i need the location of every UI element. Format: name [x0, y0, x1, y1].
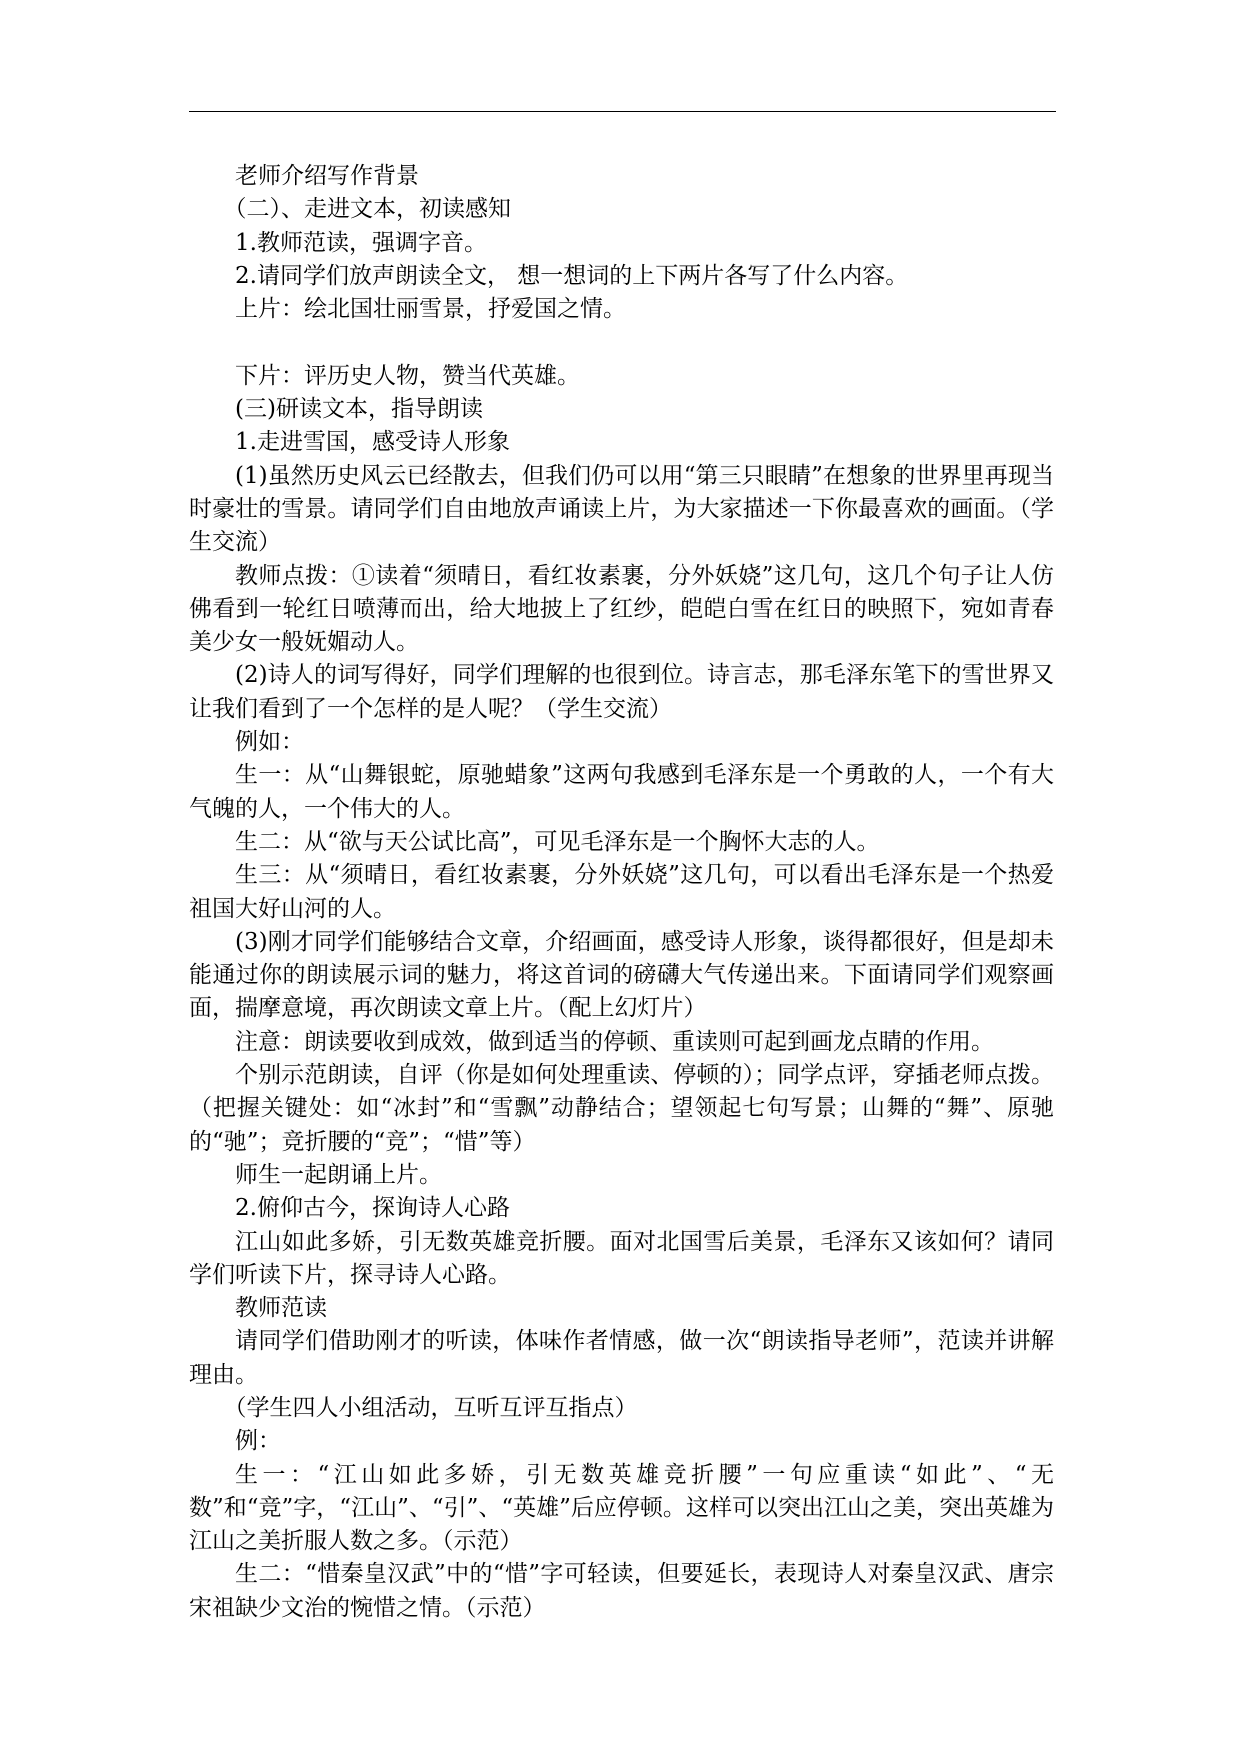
paragraph: 上片：绘北国壮丽雪景，抒爱国之情。	[235, 296, 626, 323]
paragraph: 请同学们借助刚才的听读，体味作者情感，做一次“朗读指导老师”，范读并讲解理由。	[189, 1328, 1054, 1388]
paragraph: 生一：从“山舞银蛇，原驰蜡象”这两句我感到毛泽东是一个勇敢的人，一个有大气魄的人，一个伟大的人。	[189, 762, 1054, 822]
paragraph: 生二：“惜秦皇汉武”中的“惜”字可轻读，但要延长，表现诗人对秦皇汉武、唐宗宋祖缺少文治的惋惜之情。（示范）	[189, 1561, 1054, 1621]
paragraph: 生三：从“须晴日，看红妆素裹，分外妖娆”这几句，可以看出毛泽东是一个热爱祖国大好山河的人。	[189, 862, 1054, 922]
paragraph: 师生一起朗诵上片。	[235, 1161, 442, 1188]
paragraph: 例如：	[235, 729, 304, 756]
paragraph: 生二：从“欲与天公试比高”，可见毛泽东是一个胸怀大志的人。	[235, 828, 880, 855]
paragraph: (2)诗人的词写得好，同学们理解的也很到位。诗言志，那毛泽东笔下的雪世界又让我们看到了一个怎样的是人呢？（学生交流）	[189, 662, 1054, 722]
paragraph: 下片：评历史人物，赞当代英雄。	[235, 362, 580, 389]
blank-line	[189, 326, 1054, 359]
paragraph: 生一：“江山如此多娇，引无数英雄竞折腰”一句应重读“如此”、“无数”和“竞”字，“江山”、“引”、“英雄”后应停顿。这样可以突出江山之美，突出英雄为江山之美折服人数之多。（示范）	[189, 1461, 1054, 1555]
paragraph: 教师点拨：①读着“须晴日，看红妆素裹，分外妖娆”这几句，这几个句子让人仿佛看到一轮红日喷薄而出，给大地披上了红纱，皑皑白雪在红日的映照下，宛如青春美少女一般妩媚动人。	[189, 562, 1054, 656]
paragraph: 个别示范朗读，自评（你是如何处理重读、停顿的）；同学点评，穿插老师点拨。（把握关键处：如“冰封”和“雪飘”动静结合；望领起七句写景；山舞的“舞”、原驰的“驰”；竞折腰的“竞”；“惜”等）	[189, 1062, 1054, 1155]
paragraph: 注意：朗读要收到成效，做到适当的停顿、重读则可起到画龙点睛的作用。	[235, 1028, 994, 1055]
paragraph: 老师介绍写作背景	[235, 163, 419, 189]
paragraph: 教师范读	[235, 1295, 327, 1322]
header-rule	[189, 111, 1056, 112]
paragraph: 江山如此多娇，引无数英雄竞折腰。面对北国雪后美景，毛泽东又该如何？请同学们听读下片，探寻诗人心路。	[189, 1228, 1054, 1288]
paragraph: 1.教师范读，强调字音。	[235, 229, 487, 256]
section-heading: （二）、走进文本，初读感知	[223, 196, 511, 223]
paragraph: (3)刚才同学们能够结合文章，介绍画面，感受诗人形象，谈得都很好，但是却未能通过你的朗读展示词的魅力，将这首词的磅礴大气传递出来。下面请同学们观察画面，揣摩意境，再次朗读文章上片。（配上幻灯片）	[189, 928, 1054, 1022]
paragraph: （学生四人小组活动，互听互评互指点）	[223, 1394, 638, 1421]
subsection-heading: 2.俯仰古今，探询诗人心路	[235, 1195, 510, 1222]
paragraph: 例：	[235, 1428, 281, 1455]
document-body	[189, 160, 1054, 1625]
paragraph: 2.请同学们放声朗读全文， 想一想词的上下两片各写了什么内容。	[235, 262, 909, 289]
paragraph: (1)虽然历史风云已经散去，但我们仍可以用“第三只眼睛”在想象的世界里再现当时豪壮的雪景。请同学们自由地放声诵读上片，为大家描述一下你最喜欢的画面。（学生交流）	[189, 462, 1054, 556]
subsection-heading: 1.走进雪国，感受诗人形象	[235, 429, 510, 456]
section-heading: (三)研读文本，指导朗读	[235, 396, 483, 423]
